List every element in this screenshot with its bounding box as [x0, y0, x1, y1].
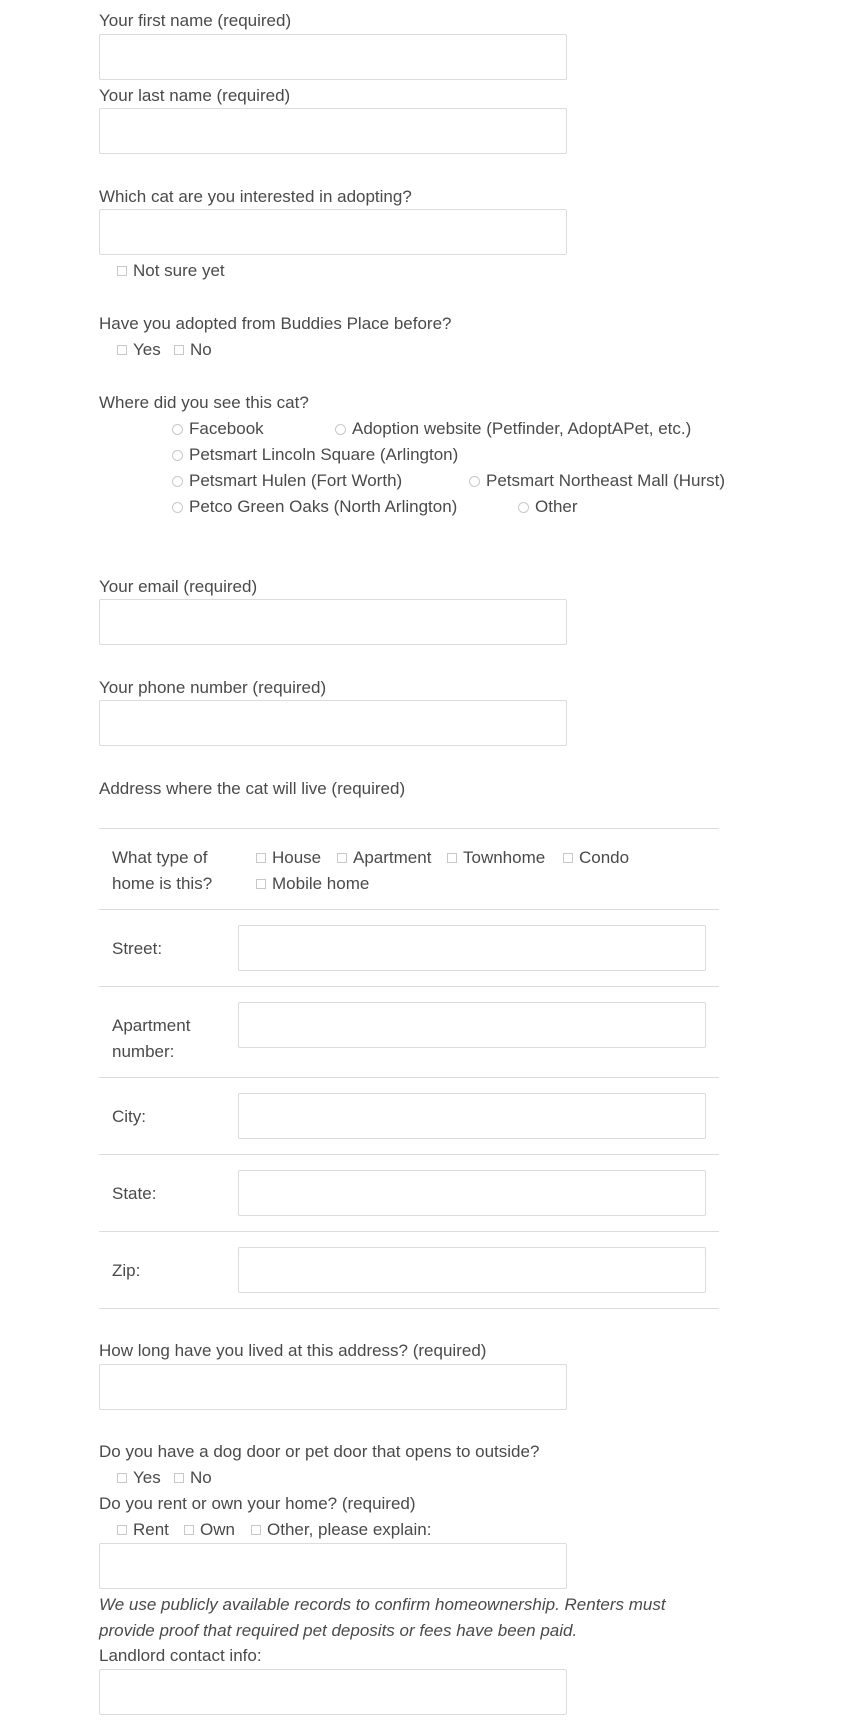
- dog-door-no-text: No: [190, 1468, 212, 1487]
- address-table-divider: [99, 1308, 719, 1309]
- first-name-label: Your first name (required): [99, 11, 292, 30]
- home-type-house-checkbox[interactable]: [256, 853, 266, 863]
- address-table-divider: [99, 986, 719, 987]
- apartment-number-input[interactable]: [238, 1002, 706, 1048]
- where-facebook-text: Facebook: [189, 419, 264, 438]
- how-long-input[interactable]: [99, 1364, 567, 1410]
- home-type-mobile-home-text: Mobile home: [272, 874, 370, 893]
- adopted-no-option[interactable]: [174, 339, 212, 361]
- where-facebook-option[interactable]: [172, 418, 264, 440]
- where-northeast-mall-text: Petsmart Northeast Mall (Hurst): [486, 471, 725, 490]
- dog-door-yes-text: Yes: [133, 1468, 161, 1487]
- address-table-divider: [99, 1077, 719, 1078]
- where-facebook-radio[interactable]: [172, 424, 183, 435]
- where-other-option[interactable]: [518, 496, 578, 518]
- not-sure-option[interactable]: [117, 260, 225, 282]
- where-green-oaks-text: Petco Green Oaks (North Arlington): [189, 497, 458, 516]
- dog-door-yes-option[interactable]: [117, 1467, 161, 1489]
- phone-label: Your phone number (required): [99, 678, 327, 697]
- own-checkbox[interactable]: [184, 1525, 194, 1535]
- landlord-label: Landlord contact info:: [99, 1646, 262, 1665]
- dog-door-label: Do you have a dog door or pet door that opens to outside?: [99, 1442, 540, 1461]
- adopted-yes-checkbox[interactable]: [117, 345, 127, 355]
- where-other-text: Other: [535, 497, 578, 516]
- city-input[interactable]: [238, 1093, 706, 1139]
- where-green-oaks-option[interactable]: [172, 496, 457, 518]
- own-option[interactable]: [184, 1519, 235, 1541]
- how-long-label: How long have you lived at this address? (required): [99, 1341, 487, 1360]
- email-input[interactable]: [99, 599, 567, 645]
- rent-option[interactable]: [117, 1519, 169, 1541]
- cat-interest-label: Which cat are you interested in adopting?: [99, 187, 412, 206]
- where-hulen-option[interactable]: [172, 470, 402, 492]
- landlord-input[interactable]: [99, 1669, 567, 1715]
- other-option[interactable]: [251, 1519, 431, 1541]
- home-type-townhome-checkbox[interactable]: [447, 853, 457, 863]
- home-type-apartment-text: Apartment: [353, 848, 432, 867]
- adopted-no-checkbox[interactable]: [174, 345, 184, 355]
- home-type-condo-text: Condo: [579, 848, 630, 867]
- dog-door-yes-checkbox[interactable]: [117, 1473, 127, 1483]
- home-type-house-option[interactable]: [256, 847, 321, 869]
- adopted-yes-option[interactable]: [117, 339, 161, 361]
- first-name-input[interactable]: [99, 34, 567, 80]
- rent-text: Rent: [133, 1520, 169, 1539]
- where-northeast-mall-radio[interactable]: [469, 476, 480, 487]
- address-table-divider: [99, 1231, 719, 1232]
- not-sure-text: Not sure yet: [133, 261, 225, 280]
- last-name-label: Your last name (required): [99, 86, 291, 105]
- street-input[interactable]: [238, 925, 706, 971]
- home-type-townhome-option[interactable]: [447, 847, 545, 869]
- street-label: Street:: [112, 939, 163, 958]
- where-northeast-mall-option[interactable]: [469, 470, 725, 492]
- where-lincoln-square-radio[interactable]: [172, 450, 183, 461]
- where-seen-label: Where did you see this cat?: [99, 393, 309, 412]
- phone-input[interactable]: [99, 700, 567, 746]
- home-type-townhome-text: Townhome: [463, 848, 546, 867]
- home-type-house-text: House: [272, 848, 322, 867]
- own-text: Own: [200, 1520, 235, 1539]
- adopted-no-text: No: [190, 340, 212, 359]
- home-type-mobile-home-option[interactable]: [256, 873, 369, 895]
- email-label: Your email (required): [99, 577, 258, 596]
- home-type-condo-option[interactable]: [563, 847, 629, 869]
- home-type-condo-checkbox[interactable]: [563, 853, 573, 863]
- other-checkbox[interactable]: [251, 1525, 261, 1535]
- dog-door-no-checkbox[interactable]: [174, 1473, 184, 1483]
- where-adoption-website-text: Adoption website (Petfinder, AdoptAPet, etc.): [352, 419, 692, 438]
- city-label: City:: [112, 1107, 146, 1126]
- state-input[interactable]: [238, 1170, 706, 1216]
- where-adoption-website-option[interactable]: [335, 418, 691, 440]
- not-sure-checkbox[interactable]: [117, 266, 127, 276]
- dog-door-no-option[interactable]: [174, 1467, 212, 1489]
- home-type-apartment-option[interactable]: [337, 847, 431, 869]
- address-label: Address where the cat will live (required): [99, 779, 406, 798]
- where-lincoln-square-option[interactable]: [172, 444, 458, 466]
- cat-interest-input[interactable]: [99, 209, 567, 255]
- where-lincoln-square-text: Petsmart Lincoln Square (Arlington): [189, 445, 459, 464]
- where-other-radio[interactable]: [518, 502, 529, 513]
- where-green-oaks-radio[interactable]: [172, 502, 183, 513]
- homeownership-note: We use publicly available records to confirm homeownership. Renters must provide proof that required pet deposits or fees have been paid.: [99, 1595, 666, 1640]
- where-hulen-text: Petsmart Hulen (Fort Worth): [189, 471, 403, 490]
- address-table-divider: [99, 1154, 719, 1155]
- state-label: State:: [112, 1184, 157, 1203]
- home-type-mobile-home-checkbox[interactable]: [256, 879, 266, 889]
- other-text: Other, please explain:: [267, 1520, 432, 1539]
- home-type-apartment-checkbox[interactable]: [337, 853, 347, 863]
- address-table-divider: [99, 909, 719, 910]
- adopted-yes-text: Yes: [133, 340, 161, 359]
- rent-own-label: Do you rent or own your home? (required): [99, 1494, 416, 1513]
- apartment-number-label: Apartment number:: [112, 1016, 191, 1061]
- other-explain-input[interactable]: [99, 1543, 567, 1589]
- rent-checkbox[interactable]: [117, 1525, 127, 1535]
- home-type-label: What type of home is this?: [112, 848, 213, 893]
- adopted-before-label: Have you adopted from Buddies Place before?: [99, 314, 452, 333]
- address-table-divider: [99, 828, 719, 829]
- zip-label: Zip:: [112, 1261, 141, 1280]
- where-hulen-radio[interactable]: [172, 476, 183, 487]
- zip-input[interactable]: [238, 1247, 706, 1293]
- where-adoption-website-radio[interactable]: [335, 424, 346, 435]
- last-name-input[interactable]: [99, 108, 567, 154]
